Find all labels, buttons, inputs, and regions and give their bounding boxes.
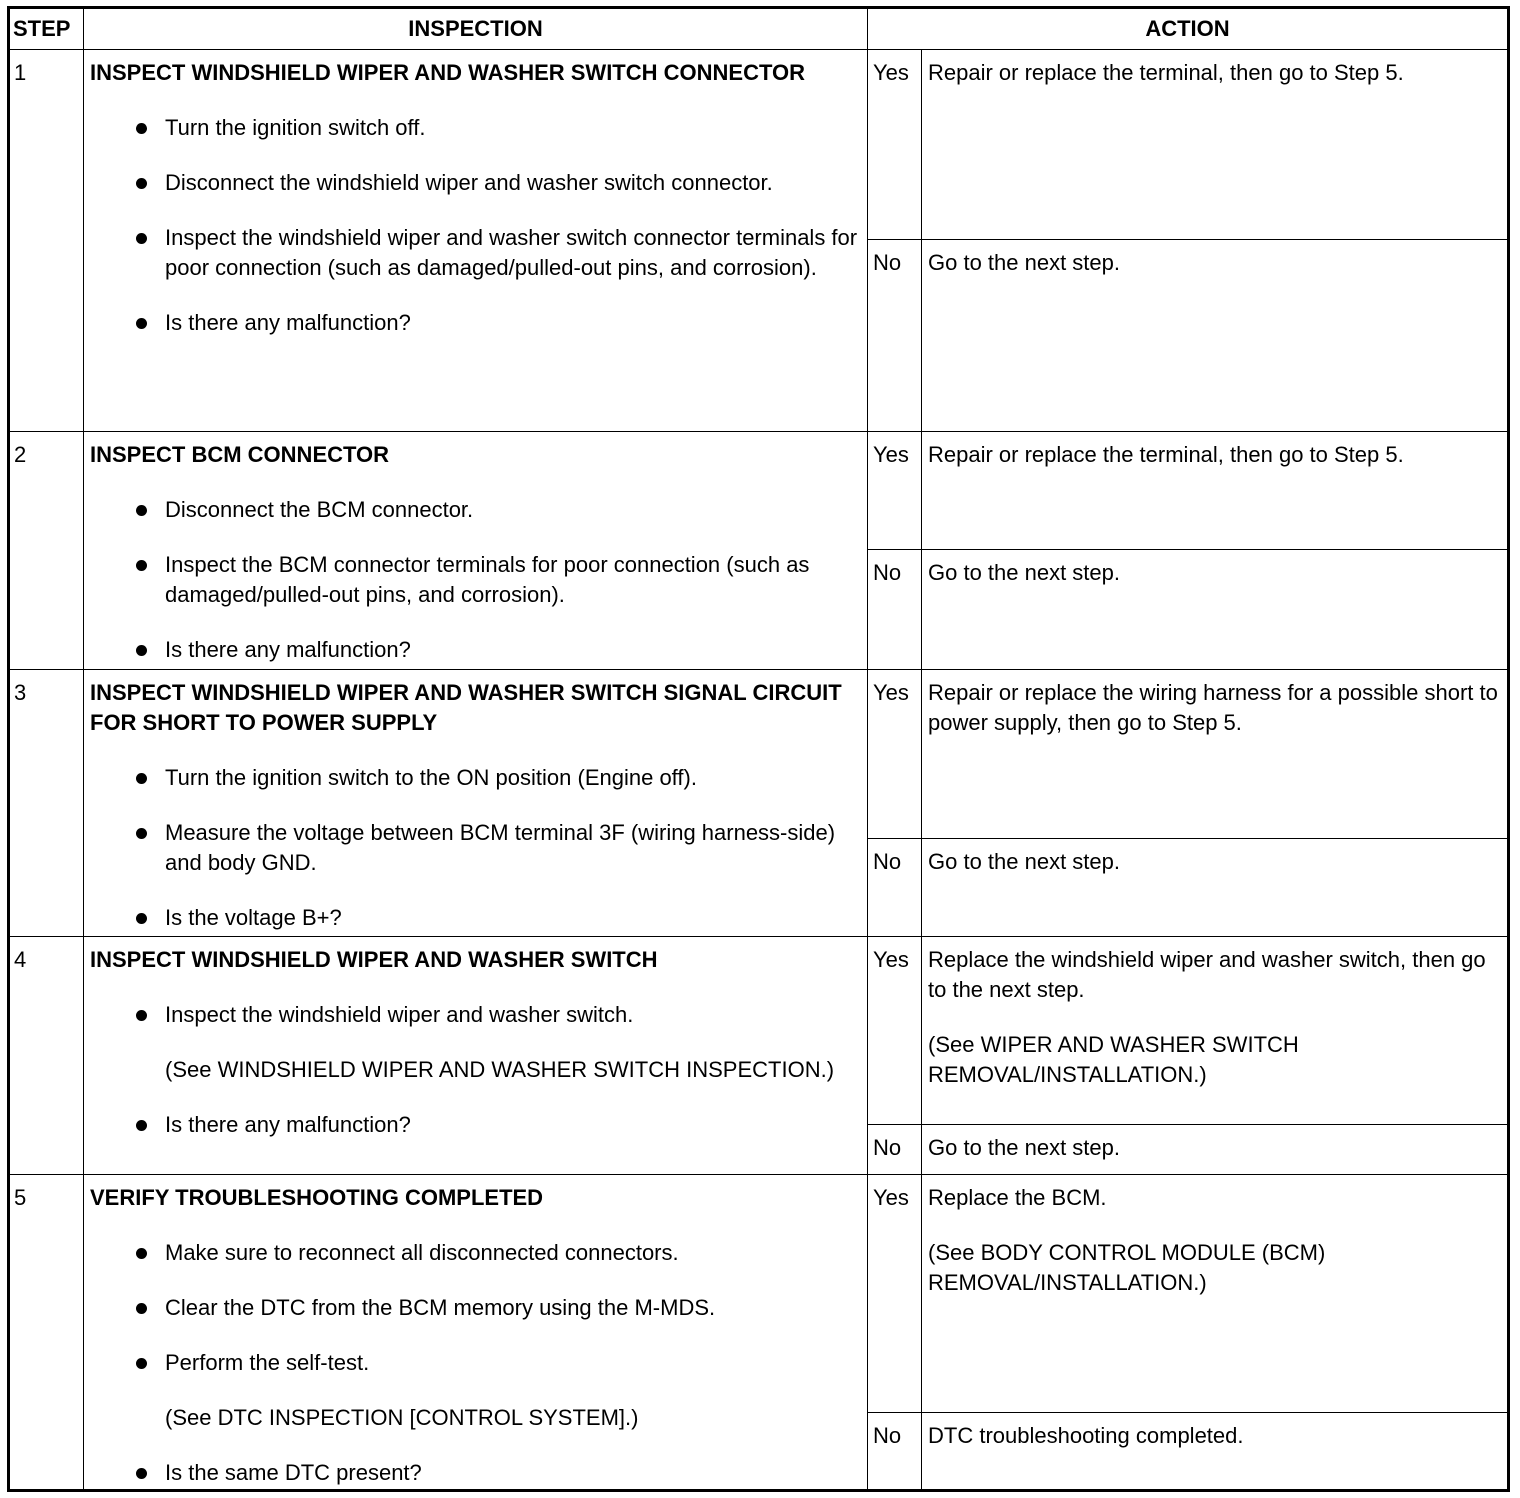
inspection-cell: [84, 50, 868, 432]
no-action-cell: [922, 550, 1509, 670]
inspection-cell: [84, 432, 868, 670]
no-label: No: [868, 1124, 922, 1174]
yes-action-cell: [922, 1174, 1509, 1412]
bullet-list: [90, 1458, 861, 1488]
table-row: [9, 936, 1509, 1124]
bullet-item: Clear the DTC from the BCM memory using the M-MDS.: [90, 1293, 861, 1323]
header-step: STEP: [9, 8, 84, 50]
bullet-item: Is there any malfunction?: [90, 1110, 861, 1140]
yes-label: Yes: [868, 670, 922, 838]
bullet-list: [90, 1000, 861, 1030]
no-label: No: [868, 838, 922, 936]
bullet-item: Perform the self-test.: [90, 1348, 861, 1378]
yes-action-cell: [922, 50, 1509, 240]
bullet-item: Turn the ignition switch off.: [90, 113, 861, 143]
step-title: INSPECT BCM CONNECTOR: [90, 442, 390, 468]
yes-action-reference: (See WIPER AND WASHER SWITCH REMOVAL/INSTALLATION.): [928, 1031, 1299, 1087]
yes-action-text: Repair or replace the terminal, then go to Step 5.: [928, 442, 1404, 468]
bullet-item: Inspect the windshield wiper and washer switch connector terminals for poor connection (such as damaged/pulled-out pins, and corrosion).: [90, 223, 861, 283]
yes-label: Yes: [868, 1174, 922, 1412]
table-row: [9, 432, 1509, 550]
reference-note: (See DTC INSPECTION [CONTROL SYSTEM].): [165, 1404, 639, 1430]
bullet-list: [90, 1238, 861, 1378]
table-row: [9, 50, 1509, 240]
no-action-cell: [922, 838, 1509, 936]
yes-action-text: Replace the BCM.: [928, 1184, 1107, 1210]
troubleshooting-table: [7, 6, 1510, 1492]
yes-action-cell: [922, 936, 1509, 1124]
no-action-text: Go to the next step.: [928, 560, 1121, 586]
table-row: [9, 670, 1509, 838]
yes-action-reference: (See BODY CONTROL MODULE (BCM) REMOVAL/INSTALLATION.): [928, 1239, 1326, 1295]
inspection-cell: [84, 670, 868, 936]
no-action-text: Go to the next step.: [928, 848, 1121, 874]
no-action-text: DTC troubleshooting completed.: [928, 1422, 1244, 1448]
yes-action-text: Repair or replace the wiring harness for a possible short to power supply, then go to Step 5.: [928, 680, 1498, 736]
bullet-list: [90, 1110, 861, 1140]
yes-action-text: Replace the windshield wiper and washer switch, then go to the next step.: [928, 946, 1486, 1002]
step-number: 4: [9, 936, 84, 1174]
step-title: INSPECT WINDSHIELD WIPER AND WASHER SWITCH CONNECTOR: [90, 60, 806, 86]
bullet-item: Disconnect the BCM connector.: [90, 495, 861, 525]
bullet-item: Inspect the windshield wiper and washer switch.: [90, 1000, 861, 1030]
no-action-cell: [922, 1412, 1509, 1490]
step-number: 1: [9, 50, 84, 432]
step-number: 5: [9, 1174, 84, 1490]
no-label: No: [868, 1412, 922, 1490]
bullet-item: Measure the voltage between BCM terminal 3F (wiring harness-side) and body GND.: [90, 818, 861, 878]
bullet-item: Is there any malfunction?: [90, 308, 861, 338]
bullet-list: [90, 495, 861, 665]
yes-action-text: Repair or replace the terminal, then go to Step 5.: [928, 60, 1404, 86]
bullet-item: Turn the ignition switch to the ON position (Engine off).: [90, 763, 861, 793]
no-action-cell: [922, 240, 1509, 432]
yes-label: Yes: [868, 50, 922, 240]
header-row: [9, 8, 1509, 50]
bullet-list: [90, 113, 861, 338]
yes-action-cell: [922, 432, 1509, 550]
table-row: [9, 1174, 1509, 1412]
step-number: 3: [9, 670, 84, 936]
bullet-item: Is the voltage B+?: [90, 903, 861, 933]
no-label: No: [868, 240, 922, 432]
inspection-cell: [84, 1174, 868, 1490]
no-action-cell: [922, 1124, 1509, 1174]
step-title: INSPECT WINDSHIELD WIPER AND WASHER SWITCH SIGNAL CIRCUIT FOR SHORT TO POWER SUPPLY: [90, 680, 842, 736]
bullet-item: Is there any malfunction?: [90, 635, 861, 665]
bullet-item: Make sure to reconnect all disconnected connectors.: [90, 1238, 861, 1268]
bullet-item: Is the same DTC present?: [90, 1458, 861, 1488]
header-inspection: INSPECTION: [84, 8, 868, 50]
header-action: ACTION: [868, 8, 1509, 50]
no-action-text: Go to the next step.: [928, 250, 1121, 276]
yes-label: Yes: [868, 936, 922, 1124]
bullet-item: Disconnect the windshield wiper and washer switch connector.: [90, 168, 861, 198]
step-number: 2: [9, 432, 84, 670]
bullet-item: Inspect the BCM connector terminals for poor connection (such as damaged/pulled-out pins, and corrosion).: [90, 550, 861, 610]
yes-action-cell: [922, 670, 1509, 838]
no-action-text: Go to the next step.: [928, 1134, 1121, 1160]
no-label: No: [868, 550, 922, 670]
yes-label: Yes: [868, 432, 922, 550]
reference-note: (See WINDSHIELD WIPER AND WASHER SWITCH INSPECTION.): [165, 1056, 835, 1082]
step-title: INSPECT WINDSHIELD WIPER AND WASHER SWITCH: [90, 946, 658, 972]
inspection-cell: [84, 936, 868, 1174]
bullet-list: [90, 763, 861, 933]
step-title: VERIFY TROUBLESHOOTING COMPLETED: [90, 1184, 544, 1210]
